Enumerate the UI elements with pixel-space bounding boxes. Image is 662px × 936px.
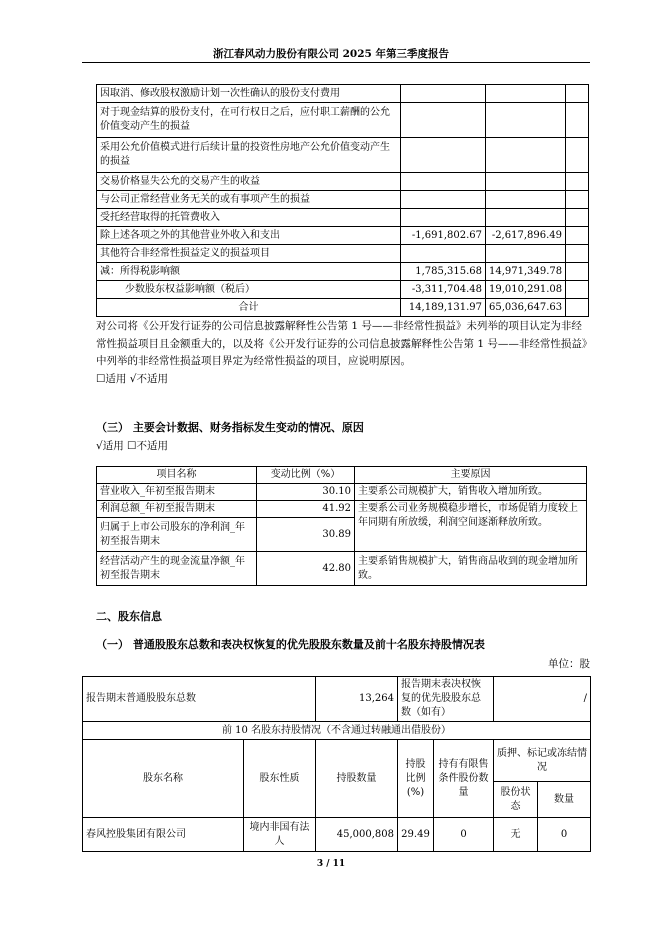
- item-cell: 受托经营取得的托管费收入: [97, 209, 401, 227]
- nonrecurring-table: [96, 84, 589, 317]
- table-row: [97, 85, 589, 103]
- pref-holders-value: /: [494, 677, 591, 722]
- holder-nature: 境内非国有法人: [244, 818, 316, 852]
- value-cell: -2,617,896.49: [486, 227, 566, 245]
- table-row: [97, 281, 589, 299]
- table-row-total: [97, 299, 589, 317]
- holder-shares: 45,000,808: [316, 818, 398, 852]
- table-row: [97, 173, 589, 191]
- item-cell: 其他符合非经常性损益定义的损益项目: [97, 245, 401, 263]
- item-cell: 与公司正常经营业务无关的或有事项产生的损益: [97, 191, 401, 209]
- note-applicability: ☐适用 √不适用: [96, 373, 168, 385]
- item-cell: 营业收入_年初至报告期末: [97, 484, 257, 501]
- value-cell: [486, 173, 566, 191]
- header-status: 股份状态: [494, 782, 538, 818]
- header-name: 股东名称: [83, 740, 244, 818]
- table-row: [97, 138, 589, 173]
- value-cell: [486, 191, 566, 209]
- value-cell: [401, 191, 486, 209]
- value-cell: [401, 209, 486, 227]
- table-row: [83, 677, 591, 722]
- table-row: [97, 263, 589, 281]
- value-cell: -1,691,802.67: [401, 227, 486, 245]
- reason-cell: 主要系公司业务规模稳步增长，市场促销力度较上年同期有所放缓，利润空间逐渐释放所致。: [355, 501, 587, 552]
- value-cell: [486, 103, 566, 138]
- value-cell: [401, 138, 486, 173]
- table-row: [97, 209, 589, 227]
- table-row: [97, 501, 587, 518]
- note-paragraph: 对公司将《公开发行证券的公司信息披露解释性公告第 1 号——非经常性损益》未列举的项目认定为非经常性损益项目且金额重大的，以及将《公开发行证券的公司信息披露解释性公告第 1 号——非经常性损益》中列举的非经常性损益项目界定为经常性损益的项目，应说明原因。: [96, 320, 588, 367]
- value-cell: [486, 85, 566, 103]
- value-cell: [401, 245, 486, 263]
- value-cell: [486, 245, 566, 263]
- header-restricted: 持有有限售条件股份数量: [434, 740, 494, 818]
- holder-name: 春风控股集团有限公司: [83, 818, 244, 852]
- top10-caption: 前 10 名股东持股情况（不含通过转融通出借股份）: [83, 722, 591, 740]
- value-cell: [401, 103, 486, 138]
- item-cell: 经营活动产生的现金流量净额_年初至报告期末: [97, 552, 257, 586]
- section3-applicability: √适用 ☐不适用: [96, 440, 168, 452]
- item-cell: 交易价格显失公允的交易产生的收益: [97, 173, 401, 191]
- table-row: [97, 552, 587, 586]
- table-row: [97, 484, 587, 501]
- value-cell: [401, 173, 486, 191]
- table-row: [97, 103, 589, 138]
- total-holders-label: 报告期末普通股股东总数: [83, 677, 316, 722]
- table-row: [97, 191, 589, 209]
- value-cell: 14,971,349.78: [486, 263, 566, 281]
- ratio-cell: 42.80: [257, 552, 355, 586]
- value-cell: [401, 85, 486, 103]
- item-cell: 利润总额_年初至报告期末: [97, 501, 257, 518]
- item-cell: 因取消、修改股权激励计划一次性确认的股份支付费用: [97, 85, 401, 103]
- item-cell: 少数股东权益影响额（税后）: [97, 281, 401, 299]
- table-row: [83, 818, 591, 852]
- value-cell: [486, 138, 566, 173]
- header-qty: 数量: [538, 782, 591, 818]
- value-cell: -3,311,704.48: [401, 281, 486, 299]
- holder-restricted: 0: [434, 818, 494, 852]
- holder-ratio: 29.49: [398, 818, 434, 852]
- header-shares: 持股数量: [316, 740, 398, 818]
- document-header: 浙江春风动力股份有限公司 2025 年第三季度报告: [212, 48, 450, 60]
- value-cell: 14,189,131.97: [401, 299, 486, 317]
- pref-holders-label: 报告期末表决权恢复的优先股股东总数（如有）: [398, 677, 494, 722]
- table-header-row: [97, 467, 587, 484]
- shareholders-subtitle: （一） 普通股股东总数和表决权恢复的优先股股东数量及前十名股东持股情况表: [96, 638, 485, 651]
- item-cell: 合计: [97, 299, 401, 317]
- header-nature: 股东性质: [244, 740, 316, 818]
- changes-table: [96, 466, 587, 586]
- table-row: [97, 245, 589, 263]
- ratio-cell: 41.92: [257, 501, 355, 518]
- shareholders-table: [82, 676, 591, 852]
- header-divider: [82, 62, 590, 63]
- item-cell: 采用公允价值模式进行后续计量的投资性房地产公允价值变动产生的损益: [97, 138, 401, 173]
- item-cell: 减：所得税影响额: [97, 263, 401, 281]
- header-ratio: 变动比例（%）: [257, 467, 355, 484]
- ratio-cell: 30.89: [257, 518, 355, 552]
- item-cell: 对于现金结算的股份支付，在可行权日之后，应付职工薪酬的公允价值变动产生的损益: [97, 103, 401, 138]
- header-pledge: 质押、标记或冻结情况: [494, 740, 591, 782]
- header-item: 项目名称: [97, 467, 257, 484]
- item-cell: 归属于上市公司股东的净利润_年初至报告期末: [97, 518, 257, 552]
- item-cell: 除上述各项之外的其他营业外收入和支出: [97, 227, 401, 245]
- header-reason: 主要原因: [355, 467, 587, 484]
- unit-label: 单位：股: [548, 658, 590, 670]
- table-row: [97, 227, 589, 245]
- table-header-row: [83, 740, 591, 782]
- page-number: 3 / 11: [316, 859, 346, 869]
- reason-cell: 主要系公司规模扩大，销售收入增加所致。: [355, 484, 587, 501]
- reason-cell: 主要系销售规模扩大，销售商品收到的现金增加所致。: [355, 552, 587, 586]
- section3-title: （三） 主要会计数据、财务指标发生变动的情况、原因: [96, 421, 364, 434]
- value-cell: 1,785,315.68: [401, 263, 486, 281]
- header-ratio: 持股比例(%): [398, 740, 434, 818]
- holder-status: 无: [494, 818, 538, 852]
- shareholders-title: 二、股东信息: [96, 610, 162, 623]
- holder-qty: 0: [538, 818, 591, 852]
- value-cell: 65,036,647.63: [486, 299, 566, 317]
- value-cell: [486, 209, 566, 227]
- total-holders-value: 13,264: [316, 677, 398, 722]
- table-row: [83, 722, 591, 740]
- ratio-cell: 30.10: [257, 484, 355, 501]
- value-cell: 19,010,291.08: [486, 281, 566, 299]
